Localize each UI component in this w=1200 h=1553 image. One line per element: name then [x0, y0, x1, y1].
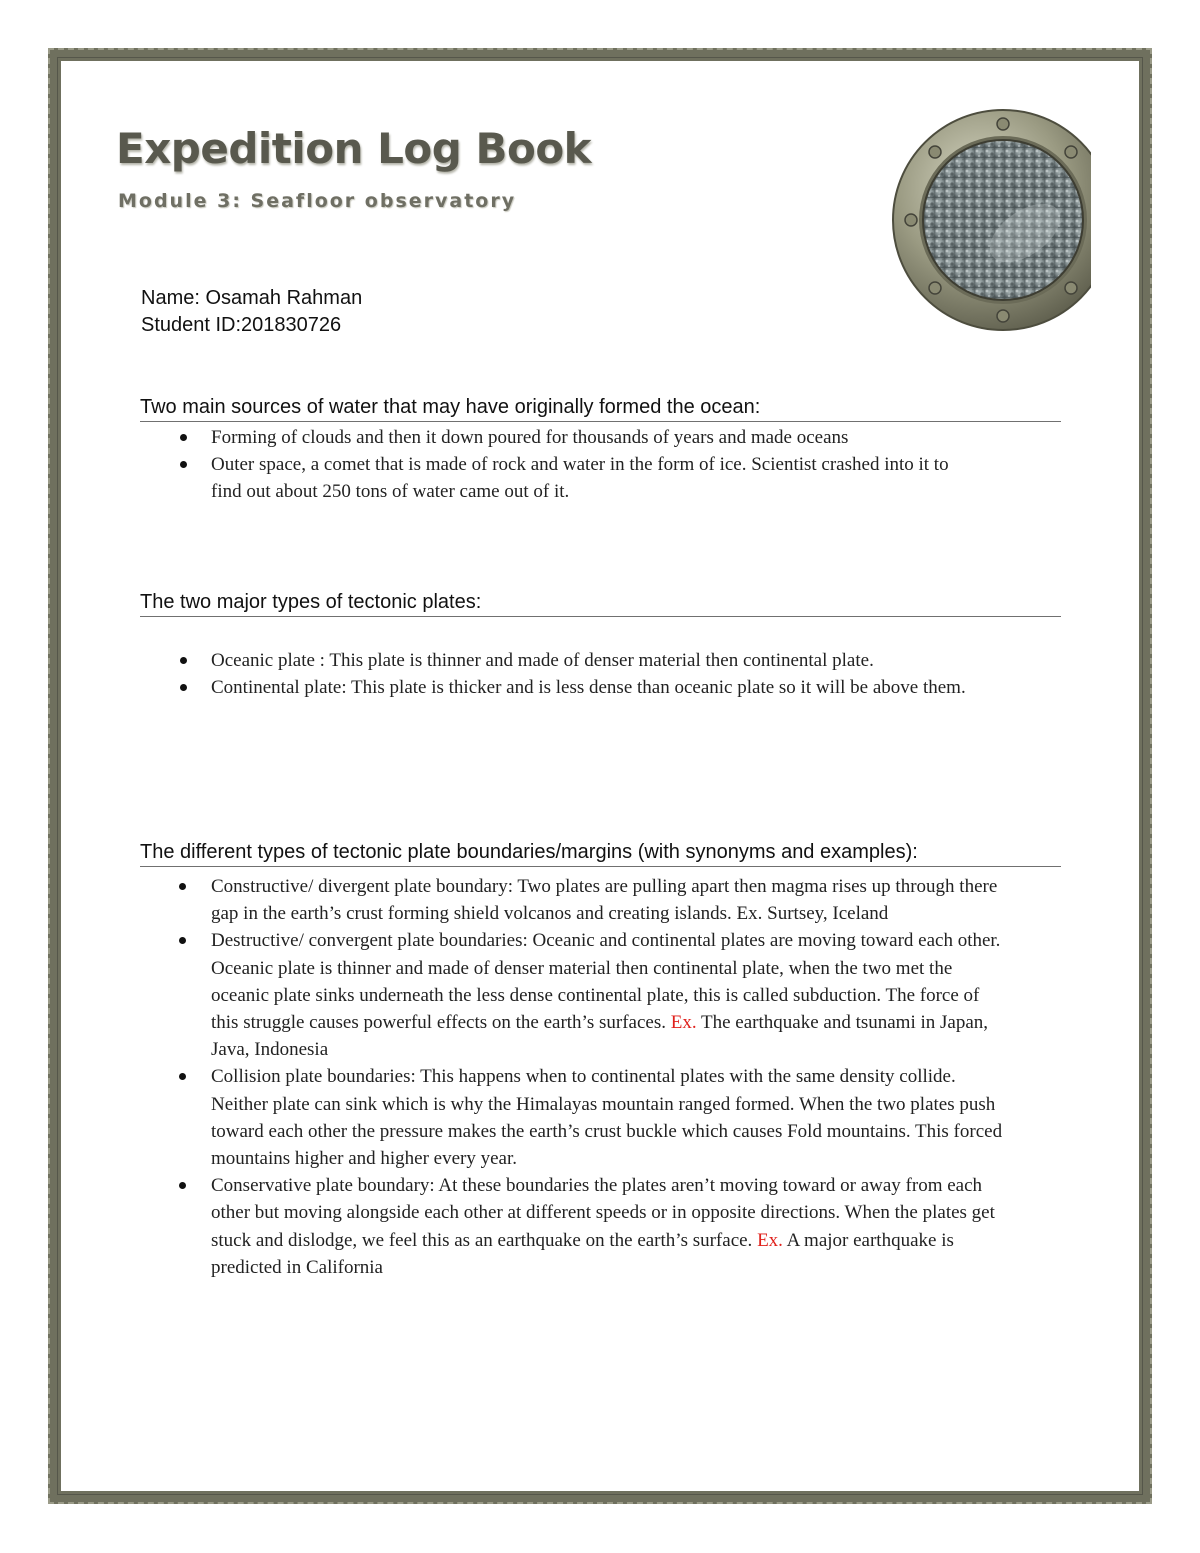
section-heading-plate-types: The two major types of tectonic plates: — [140, 590, 1061, 617]
plate-types-list — [176, 647, 988, 701]
example-text: The earthquake and tsunami in Japan, Java, Indonesia — [211, 1012, 989, 1061]
section-heading-water-sources: Two main sources of water that may have originally formed the ocean: — [140, 395, 1061, 422]
porthole-image — [875, 108, 1091, 332]
student-info — [141, 285, 362, 339]
bullet-icon — [175, 873, 211, 900]
bullet-icon — [175, 1063, 211, 1090]
boundary-collision: Collision plate boundaries: This happens when to continental plates with the same density collide. Neither plate can sink which is why the Himalayas mountain ranged formed. When the two plates push toward each other the pressure makes the earth’s crust buckle which causes Fold mountains. This forced mountains higher and higher every year. — [211, 1066, 1003, 1170]
water-sources-list — [176, 424, 976, 505]
list-item — [175, 1172, 1005, 1281]
student-id: Student ID:201830726 — [141, 314, 342, 336]
example-label: Ex. — [757, 1229, 783, 1251]
boundary-constructive: Constructive/ divergent plate boundary: Two plates are pulling apart then magma rises up through there gap in the earth’s crust forming shield volcanos and creating islands. Ex. Surtsey, Iceland — [211, 876, 998, 925]
bullet-icon — [175, 927, 211, 954]
page-title: Expedition Log Book — [116, 124, 592, 173]
list-item: Oceanic plate : This plate is thinner and made of denser material then continental plate. — [176, 647, 988, 674]
list-item: Continental plate: This plate is thicker and is less dense than oceanic plate so it will be above them. — [176, 674, 988, 701]
boundary-destructive: Destructive/ convergent plate boundaries: Oceanic and continental plates are moving toward each other. Oceanic plate is thinner and made of denser material then continental plate, when the two met the oceanic plate sinks underneath the less dense continental plate, this is called subduction. The force of this struggle causes powerful effects on the earth’s surfaces. — [211, 930, 1001, 1034]
example-label: Ex. — [670, 1012, 697, 1034]
bullet-icon — [175, 1172, 211, 1199]
example-text: A major earthquake is predicted in California — [211, 1229, 954, 1278]
list-item — [175, 927, 1005, 1063]
list-item — [175, 873, 1005, 927]
plate-boundaries-list — [175, 873, 1005, 1281]
boundary-conservative: Conservative plate boundary: At these boundaries the plates aren’t moving toward or away from each other but moving alongside each other at different speeds or in opposite directions. When the plates get stuck and dislodge, we feel this as an earthquake on the earth’s surface. — [211, 1175, 995, 1251]
student-name: Name: Osamah Rahman — [141, 287, 363, 309]
section-heading-plate-boundaries: The different types of tectonic plate boundaries/margins (with synonyms and examples): — [140, 840, 1061, 867]
list-item: Outer space, a comet that is made of rock and water in the form of ice. Scientist crashed into it to find out about 250 tons of water came out of it. — [176, 451, 976, 505]
list-item — [175, 1063, 1005, 1172]
list-item: Forming of clouds and then it down poured for thousands of years and made oceans — [176, 424, 976, 451]
page-subtitle: Module 3: Seafloor observatory — [118, 190, 517, 212]
